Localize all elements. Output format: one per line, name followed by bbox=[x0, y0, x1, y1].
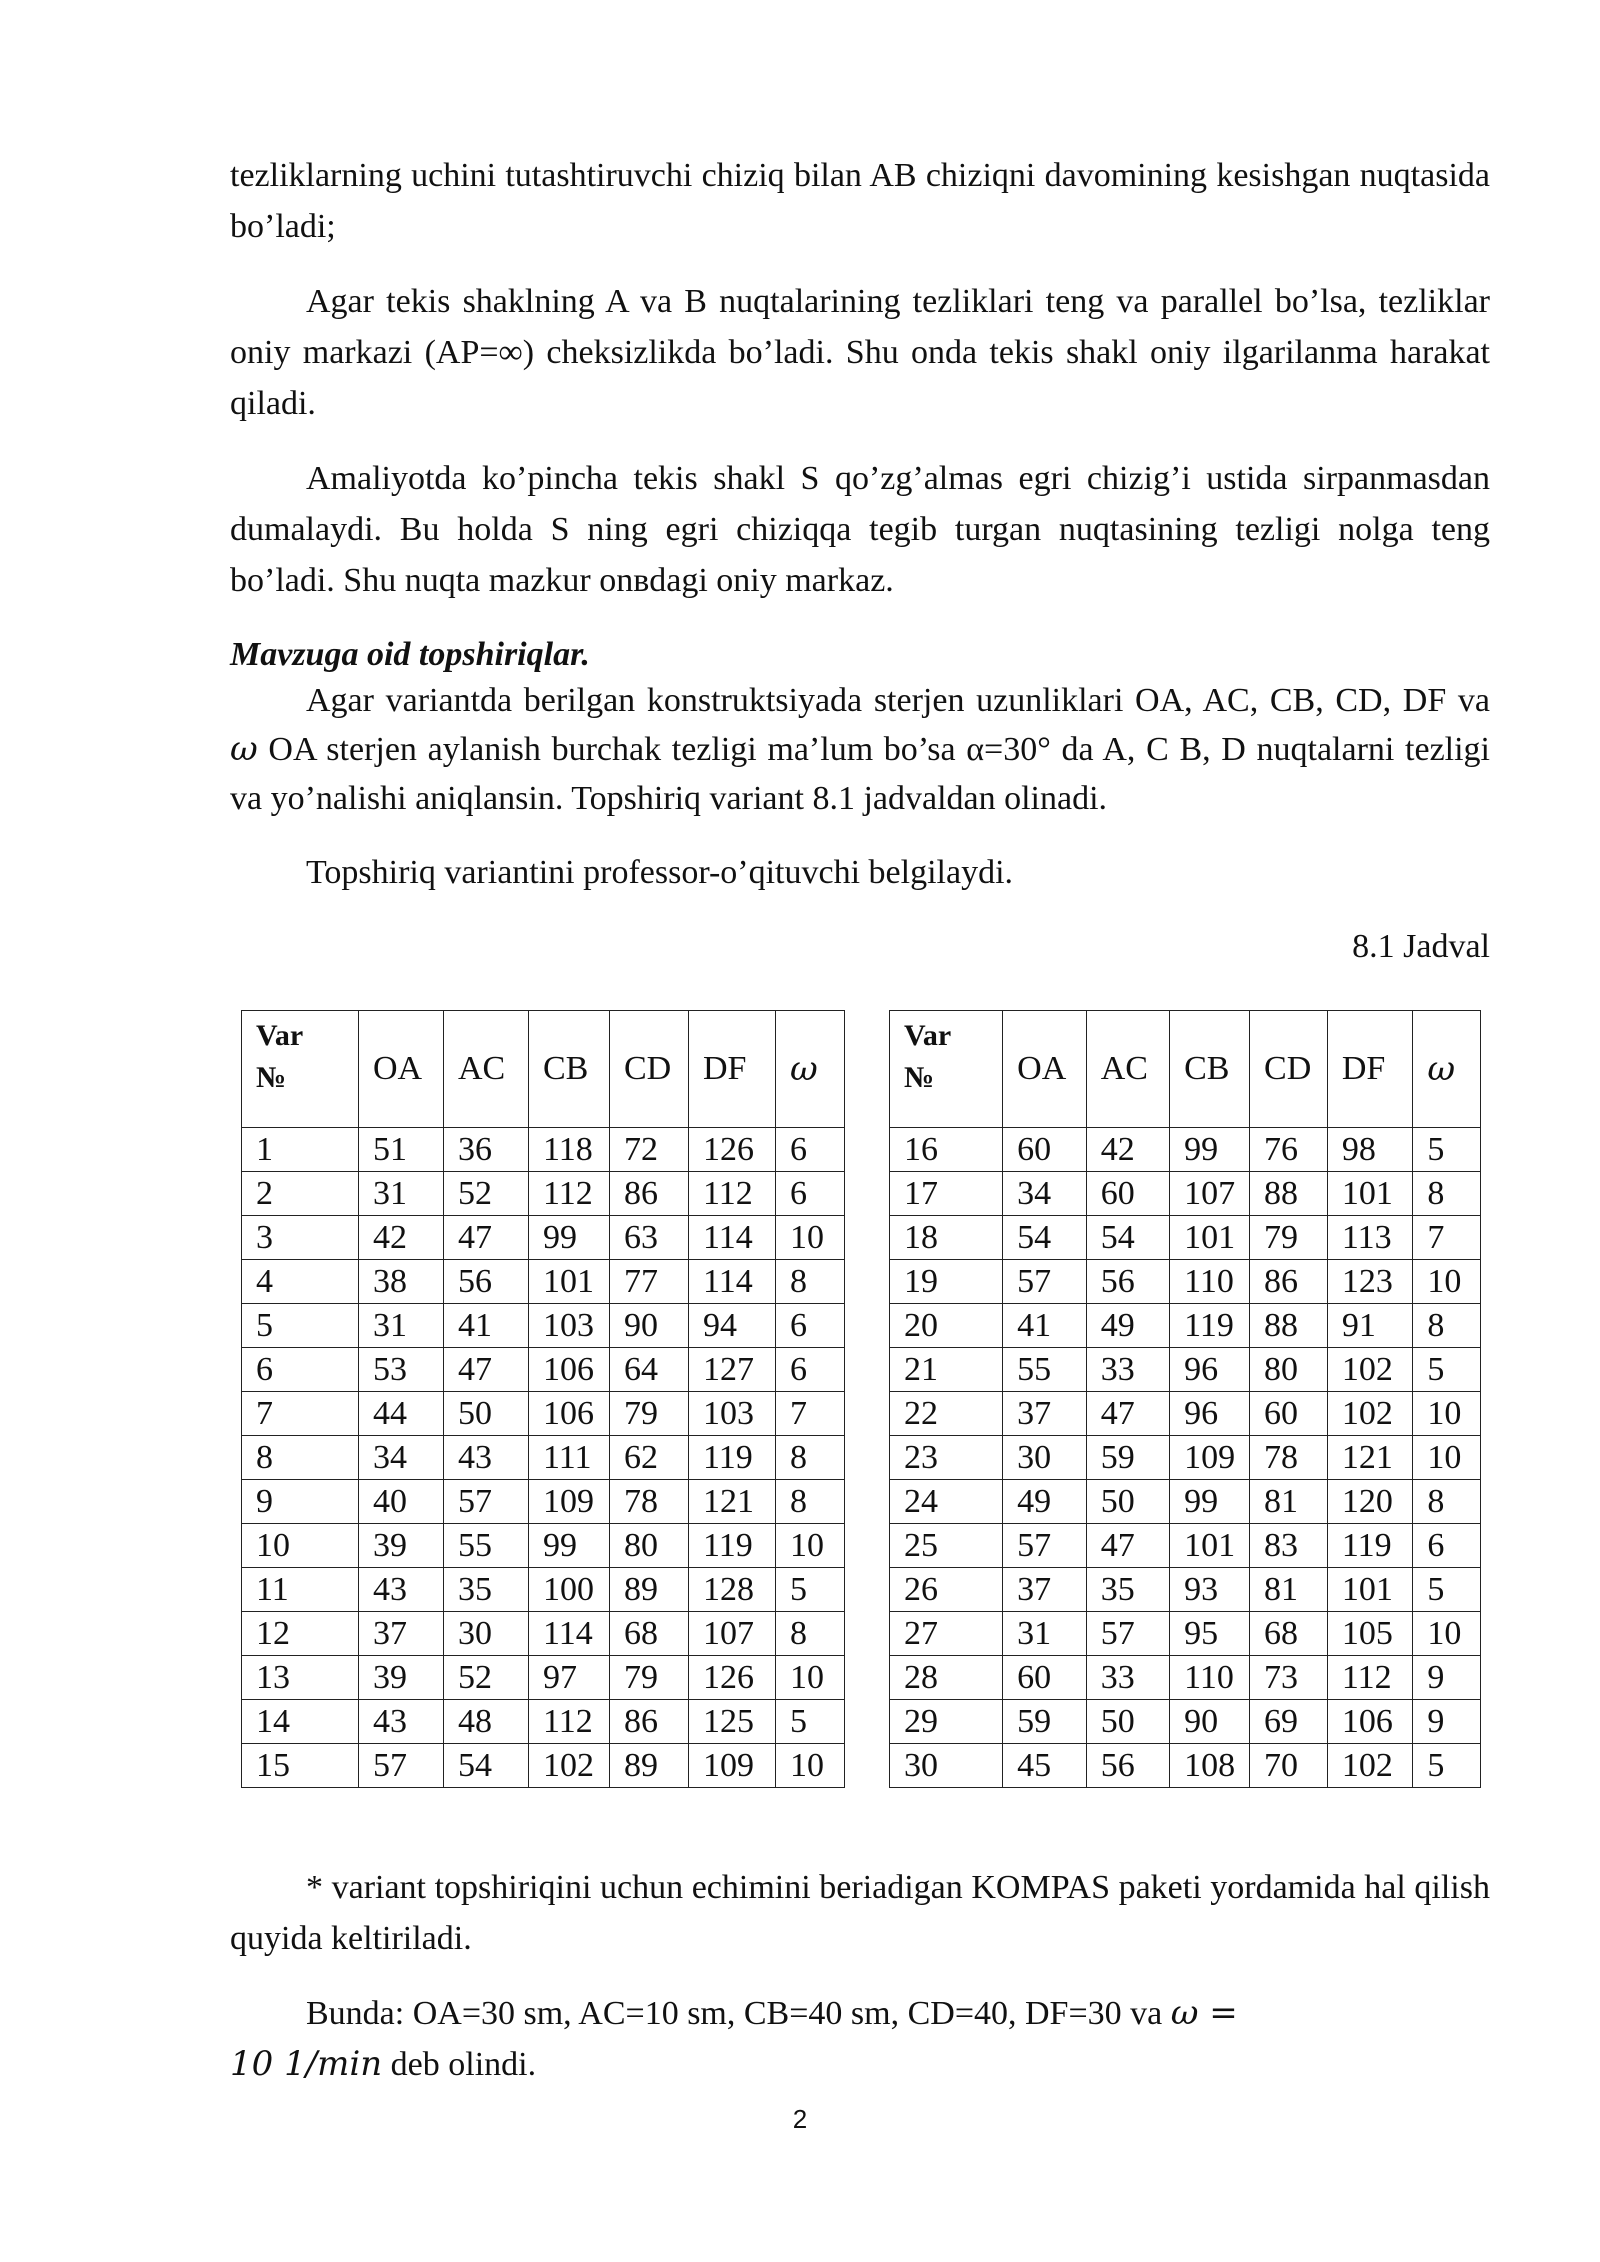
table-cell: 37 bbox=[1003, 1392, 1087, 1436]
table-caption: 8.1 Jadval bbox=[1352, 928, 1490, 965]
table-cell: 95 bbox=[1170, 1612, 1250, 1656]
table-cell: 103 bbox=[689, 1392, 776, 1436]
table-cell: 112 bbox=[529, 1700, 610, 1744]
table-cell: 72 bbox=[610, 1128, 689, 1172]
table-cell: 69 bbox=[1250, 1700, 1328, 1744]
table-cell: 89 bbox=[610, 1744, 689, 1788]
table-cell: 5 bbox=[1413, 1128, 1481, 1172]
table-cell: 10 bbox=[242, 1524, 359, 1568]
table-cell: 39 bbox=[359, 1524, 444, 1568]
table-cell: 90 bbox=[610, 1304, 689, 1348]
table-cell: 14 bbox=[242, 1700, 359, 1744]
table-cell: 50 bbox=[1086, 1480, 1169, 1524]
table-cell: 110 bbox=[1170, 1656, 1250, 1700]
table-cell: 128 bbox=[689, 1568, 776, 1612]
table-cell: 12 bbox=[242, 1612, 359, 1656]
variant-table-left bbox=[241, 1010, 845, 1788]
header-num-sign: № bbox=[904, 1061, 935, 1094]
table-cell: 126 bbox=[689, 1128, 776, 1172]
table-cell: 38 bbox=[359, 1260, 444, 1304]
table-cell: 56 bbox=[1086, 1260, 1169, 1304]
table-cell: 107 bbox=[689, 1612, 776, 1656]
header-oa: OA bbox=[1003, 1011, 1087, 1128]
table-cell: 112 bbox=[529, 1172, 610, 1216]
table-cell: 37 bbox=[359, 1612, 444, 1656]
table-cell: 111 bbox=[529, 1436, 610, 1480]
table-cell: 97 bbox=[529, 1656, 610, 1700]
table-cell: 48 bbox=[444, 1700, 529, 1744]
table-cell: 110 bbox=[1170, 1260, 1250, 1304]
header-num-sign: № bbox=[256, 1061, 287, 1094]
table-cell: 27 bbox=[890, 1612, 1003, 1656]
table-cell: 28 bbox=[890, 1656, 1003, 1700]
table-cell: 10 bbox=[1413, 1392, 1481, 1436]
table-cell: 119 bbox=[689, 1524, 776, 1568]
table-cell: 42 bbox=[1086, 1128, 1169, 1172]
table-row bbox=[890, 1436, 1481, 1480]
table-body-left bbox=[242, 1128, 845, 1788]
table-cell: 9 bbox=[242, 1480, 359, 1524]
table-row bbox=[890, 1216, 1481, 1260]
table-cell: 81 bbox=[1250, 1568, 1328, 1612]
table-cell: 101 bbox=[1327, 1172, 1413, 1216]
table-cell: 41 bbox=[1003, 1304, 1087, 1348]
table-cell: 30 bbox=[444, 1612, 529, 1656]
table-cell: 98 bbox=[1327, 1128, 1413, 1172]
table-row bbox=[242, 1172, 845, 1216]
header-var-label: Var bbox=[256, 1019, 304, 1052]
table-cell: 6 bbox=[776, 1172, 845, 1216]
table-cell: 90 bbox=[1170, 1700, 1250, 1744]
table-cell: 107 bbox=[1170, 1172, 1250, 1216]
table-cell: 5 bbox=[776, 1568, 845, 1612]
table-cell: 7 bbox=[1413, 1216, 1481, 1260]
header-cd: CD bbox=[610, 1011, 689, 1128]
table-cell: 31 bbox=[359, 1172, 444, 1216]
table-cell: 47 bbox=[1086, 1524, 1169, 1568]
table-cell: 20 bbox=[890, 1304, 1003, 1348]
table-cell: 127 bbox=[689, 1348, 776, 1392]
table-cell: 34 bbox=[359, 1436, 444, 1480]
table-cell: 99 bbox=[1170, 1480, 1250, 1524]
paragraph-4-text-a: Agar variantda berilgan konstruktsiyada sterjen uzunliklari OA, AC, CB, CD, DF va bbox=[306, 682, 1490, 719]
table-cell: 16 bbox=[890, 1128, 1003, 1172]
table-cell: 54 bbox=[1086, 1216, 1169, 1260]
table-cell: 10 bbox=[1413, 1260, 1481, 1304]
table-cell: 13 bbox=[242, 1656, 359, 1700]
table-row bbox=[890, 1480, 1481, 1524]
table-cell: 123 bbox=[1327, 1260, 1413, 1304]
table-cell: 109 bbox=[529, 1480, 610, 1524]
table-cell: 35 bbox=[444, 1568, 529, 1612]
table-row bbox=[242, 1480, 845, 1524]
table-cell: 77 bbox=[610, 1260, 689, 1304]
table-row bbox=[242, 1436, 845, 1480]
table-cell: 81 bbox=[1250, 1480, 1328, 1524]
table-cell: 103 bbox=[529, 1304, 610, 1348]
table-cell: 5 bbox=[1413, 1568, 1481, 1612]
table-cell: 47 bbox=[1086, 1392, 1169, 1436]
table-cell: 57 bbox=[1086, 1612, 1169, 1656]
table-cell: 6 bbox=[776, 1348, 845, 1392]
table-cell: 33 bbox=[1086, 1348, 1169, 1392]
header-oa: OA bbox=[359, 1011, 444, 1128]
note-paragraph: * variant topshiriqini uchun echimini beriadigan KOMPAS paketi yordamida hal qilish quyida keltiriladi. bbox=[230, 1869, 1490, 1957]
table-cell: 18 bbox=[890, 1216, 1003, 1260]
table-cell: 108 bbox=[1170, 1744, 1250, 1788]
table-cell: 57 bbox=[1003, 1260, 1087, 1304]
table-cell: 80 bbox=[1250, 1348, 1328, 1392]
table-cell: 114 bbox=[689, 1260, 776, 1304]
table-cell: 100 bbox=[529, 1568, 610, 1612]
table-cell: 114 bbox=[689, 1216, 776, 1260]
header-omega: ω bbox=[1413, 1011, 1481, 1128]
table-row bbox=[890, 1744, 1481, 1788]
table-cell: 89 bbox=[610, 1568, 689, 1612]
table-cell: 47 bbox=[444, 1216, 529, 1260]
table-cell: 106 bbox=[529, 1392, 610, 1436]
table-cell: 64 bbox=[610, 1348, 689, 1392]
table-cell: 51 bbox=[359, 1128, 444, 1172]
table-cell: 31 bbox=[359, 1304, 444, 1348]
table-cell: 78 bbox=[1250, 1436, 1328, 1480]
table-cell: 10 bbox=[776, 1216, 845, 1260]
header-var bbox=[242, 1011, 359, 1128]
table-cell: 114 bbox=[529, 1612, 610, 1656]
table-cell: 76 bbox=[1250, 1128, 1328, 1172]
table-cell: 17 bbox=[890, 1172, 1003, 1216]
table-cell: 96 bbox=[1170, 1392, 1250, 1436]
table-cell: 53 bbox=[359, 1348, 444, 1392]
table-cell: 6 bbox=[776, 1304, 845, 1348]
header-var-label: Var bbox=[904, 1019, 952, 1052]
paragraph-5: Topshiriq variantini professor-o’qituvchi belgilaydi. bbox=[306, 854, 1014, 891]
variant-tables bbox=[241, 1010, 1481, 1800]
table-cell: 99 bbox=[529, 1216, 610, 1260]
table-cell: 54 bbox=[444, 1744, 529, 1788]
table-cell: 125 bbox=[689, 1700, 776, 1744]
table-cell: 54 bbox=[1003, 1216, 1087, 1260]
table-cell: 19 bbox=[890, 1260, 1003, 1304]
table-row bbox=[242, 1392, 845, 1436]
table-row bbox=[242, 1260, 845, 1304]
table-cell: 44 bbox=[359, 1392, 444, 1436]
table-cell: 80 bbox=[610, 1524, 689, 1568]
table-row bbox=[242, 1524, 845, 1568]
table-row bbox=[890, 1260, 1481, 1304]
table-cell: 68 bbox=[610, 1612, 689, 1656]
table-cell: 109 bbox=[689, 1744, 776, 1788]
table-row bbox=[890, 1392, 1481, 1436]
table-cell: 60 bbox=[1003, 1656, 1087, 1700]
omega-symbol: ω bbox=[230, 729, 258, 769]
header-omega: ω bbox=[776, 1011, 845, 1128]
table-cell: 33 bbox=[1086, 1656, 1169, 1700]
table-header-row bbox=[242, 1011, 845, 1128]
table-cell: 60 bbox=[1086, 1172, 1169, 1216]
table-cell: 102 bbox=[529, 1744, 610, 1788]
table-cell: 10 bbox=[776, 1744, 845, 1788]
table-cell: 101 bbox=[529, 1260, 610, 1304]
paragraph-2: Agar tekis shaklning A va B nuqtalarining tezliklari teng va parallel bo’lsa, tezliklar oniy markazi (AP=∞) cheksizlikda bo’ladi. Shu onda tekis shakl oniy ilgarilanma harakat qiladi. bbox=[230, 283, 1490, 422]
table-cell: 99 bbox=[529, 1524, 610, 1568]
bunda-omega-value: 10 1/min bbox=[230, 2044, 383, 2084]
table-cell: 118 bbox=[529, 1128, 610, 1172]
table-cell: 10 bbox=[776, 1656, 845, 1700]
table-cell: 7 bbox=[242, 1392, 359, 1436]
table-cell: 101 bbox=[1170, 1524, 1250, 1568]
table-cell: 99 bbox=[1170, 1128, 1250, 1172]
table-row bbox=[242, 1304, 845, 1348]
table-cell: 34 bbox=[1003, 1172, 1087, 1216]
table-cell: 55 bbox=[1003, 1348, 1087, 1392]
table-cell: 52 bbox=[444, 1656, 529, 1700]
table-cell: 29 bbox=[890, 1700, 1003, 1744]
table-cell: 43 bbox=[359, 1568, 444, 1612]
table-cell: 43 bbox=[444, 1436, 529, 1480]
table-cell: 88 bbox=[1250, 1304, 1328, 1348]
table-cell: 112 bbox=[689, 1172, 776, 1216]
table-row bbox=[242, 1128, 845, 1172]
table-cell: 119 bbox=[1327, 1524, 1413, 1568]
section-heading: Mavzuga oid topshiriqlar. bbox=[230, 636, 590, 673]
table-cell: 102 bbox=[1327, 1744, 1413, 1788]
table-row bbox=[242, 1700, 845, 1744]
table-row bbox=[890, 1524, 1481, 1568]
table-row bbox=[890, 1612, 1481, 1656]
variant-table-right bbox=[889, 1010, 1481, 1788]
table-cell: 79 bbox=[610, 1656, 689, 1700]
table-cell: 15 bbox=[242, 1744, 359, 1788]
header-ac: AC bbox=[444, 1011, 529, 1128]
table-row bbox=[890, 1568, 1481, 1612]
table-row bbox=[242, 1612, 845, 1656]
table-cell: 11 bbox=[242, 1568, 359, 1612]
table-row bbox=[242, 1744, 845, 1788]
bunda-text-a: Bunda: OA=30 sm, AC=10 sm, CB=40 sm, CD=40, DF=30 va bbox=[306, 1995, 1171, 2032]
table-cell: 30 bbox=[1003, 1436, 1087, 1480]
table-cell: 62 bbox=[610, 1436, 689, 1480]
table-cell: 6 bbox=[242, 1348, 359, 1392]
table-cell: 7 bbox=[776, 1392, 845, 1436]
header-df: DF bbox=[1327, 1011, 1413, 1128]
table-cell: 56 bbox=[444, 1260, 529, 1304]
table-cell: 8 bbox=[776, 1480, 845, 1524]
table-cell: 120 bbox=[1327, 1480, 1413, 1524]
table-cell: 49 bbox=[1086, 1304, 1169, 1348]
table-cell: 8 bbox=[1413, 1480, 1481, 1524]
table-cell: 21 bbox=[890, 1348, 1003, 1392]
table-cell: 121 bbox=[689, 1480, 776, 1524]
table-cell: 102 bbox=[1327, 1348, 1413, 1392]
table-cell: 47 bbox=[444, 1348, 529, 1392]
table-cell: 10 bbox=[1413, 1436, 1481, 1480]
table-cell: 109 bbox=[1170, 1436, 1250, 1480]
table-cell: 4 bbox=[242, 1260, 359, 1304]
header-cb: CB bbox=[529, 1011, 610, 1128]
table-cell: 6 bbox=[1413, 1524, 1481, 1568]
table-row bbox=[242, 1568, 845, 1612]
table-cell: 37 bbox=[1003, 1568, 1087, 1612]
table-cell: 73 bbox=[1250, 1656, 1328, 1700]
header-var bbox=[890, 1011, 1003, 1128]
bunda-text-b: deb olindi. bbox=[382, 2046, 537, 2083]
table-cell: 91 bbox=[1327, 1304, 1413, 1348]
table-cell: 79 bbox=[610, 1392, 689, 1436]
table-cell: 2 bbox=[242, 1172, 359, 1216]
table-cell: 8 bbox=[776, 1436, 845, 1480]
table-cell: 78 bbox=[610, 1480, 689, 1524]
table-cell: 83 bbox=[1250, 1524, 1328, 1568]
table-cell: 40 bbox=[359, 1480, 444, 1524]
table-cell: 9 bbox=[1413, 1656, 1481, 1700]
table-cell: 9 bbox=[1413, 1700, 1481, 1744]
table-cell: 119 bbox=[689, 1436, 776, 1480]
page-content bbox=[230, 150, 1490, 972]
table-row bbox=[890, 1348, 1481, 1392]
table-row bbox=[890, 1700, 1481, 1744]
page-number: 2 bbox=[792, 2104, 808, 2134]
table-cell: 60 bbox=[1003, 1128, 1087, 1172]
table-row bbox=[890, 1128, 1481, 1172]
table-cell: 42 bbox=[359, 1216, 444, 1260]
table-cell: 126 bbox=[689, 1656, 776, 1700]
table-cell: 88 bbox=[1250, 1172, 1328, 1216]
table-cell: 50 bbox=[1086, 1700, 1169, 1744]
table-cell: 105 bbox=[1327, 1612, 1413, 1656]
table-cell: 102 bbox=[1327, 1392, 1413, 1436]
table-row bbox=[890, 1656, 1481, 1700]
table-cell: 5 bbox=[1413, 1744, 1481, 1788]
table-cell: 30 bbox=[890, 1744, 1003, 1788]
table-cell: 22 bbox=[890, 1392, 1003, 1436]
paragraph-3: Amaliyotda ko’pincha tekis shakl S qo’zg’almas egri chizig’i ustida sirpanmasdan dumalaydi. Bu holda S ning egri chiziqqa tegib turgan nuqtasining tezligi nolga teng bo’ladi. Shu nuqta mazkur onвdagi oniy markaz. bbox=[230, 460, 1490, 599]
table-cell: 70 bbox=[1250, 1744, 1328, 1788]
table-cell: 1 bbox=[242, 1128, 359, 1172]
table-cell: 5 bbox=[242, 1304, 359, 1348]
header-ac: AC bbox=[1086, 1011, 1169, 1128]
table-row bbox=[890, 1304, 1481, 1348]
table-cell: 94 bbox=[689, 1304, 776, 1348]
table-cell: 43 bbox=[359, 1700, 444, 1744]
table-cell: 57 bbox=[359, 1744, 444, 1788]
table-cell: 23 bbox=[890, 1436, 1003, 1480]
table-cell: 106 bbox=[1327, 1700, 1413, 1744]
header-cb: CB bbox=[1170, 1011, 1250, 1128]
table-row bbox=[242, 1348, 845, 1392]
bunda-omega-eq: ω = bbox=[1170, 1993, 1238, 2033]
table-cell: 39 bbox=[359, 1656, 444, 1700]
table-cell: 59 bbox=[1003, 1700, 1087, 1744]
table-cell: 52 bbox=[444, 1172, 529, 1216]
table-row bbox=[242, 1216, 845, 1260]
table-cell: 41 bbox=[444, 1304, 529, 1348]
table-cell: 106 bbox=[529, 1348, 610, 1392]
table-cell: 119 bbox=[1170, 1304, 1250, 1348]
table-cell: 8 bbox=[1413, 1304, 1481, 1348]
table-cell: 10 bbox=[776, 1524, 845, 1568]
paragraph-4 bbox=[230, 676, 1490, 823]
table-cell: 57 bbox=[444, 1480, 529, 1524]
table-cell: 113 bbox=[1327, 1216, 1413, 1260]
table-cell: 5 bbox=[776, 1700, 845, 1744]
table-row bbox=[242, 1656, 845, 1700]
table-cell: 5 bbox=[1413, 1348, 1481, 1392]
table-cell: 49 bbox=[1003, 1480, 1087, 1524]
table-cell: 8 bbox=[1413, 1172, 1481, 1216]
table-cell: 68 bbox=[1250, 1612, 1328, 1656]
table-cell: 10 bbox=[1413, 1612, 1481, 1656]
header-cd: CD bbox=[1250, 1011, 1328, 1128]
table-cell: 8 bbox=[242, 1436, 359, 1480]
table-cell: 56 bbox=[1086, 1744, 1169, 1788]
table-body-right bbox=[890, 1128, 1481, 1788]
table-cell: 31 bbox=[1003, 1612, 1087, 1656]
bunda-paragraph bbox=[230, 1988, 1490, 2090]
table-cell: 101 bbox=[1170, 1216, 1250, 1260]
paragraph-4-text-b: OA sterjen aylanish burchak tezligi ma’lum bo’sa α=30° da A, C B, D nuqtalarni tezligi va yo’nalishi aniqlansin. Topshiriq variant 8.1 jadvaldan olinadi. bbox=[230, 731, 1490, 817]
table-cell: 86 bbox=[1250, 1260, 1328, 1304]
table-cell: 26 bbox=[890, 1568, 1003, 1612]
table-cell: 36 bbox=[444, 1128, 529, 1172]
table-cell: 8 bbox=[776, 1260, 845, 1304]
table-cell: 8 bbox=[776, 1612, 845, 1656]
table-cell: 45 bbox=[1003, 1744, 1087, 1788]
table-cell: 93 bbox=[1170, 1568, 1250, 1612]
table-cell: 63 bbox=[610, 1216, 689, 1260]
table-cell: 112 bbox=[1327, 1656, 1413, 1700]
header-df: DF bbox=[689, 1011, 776, 1128]
table-cell: 86 bbox=[610, 1700, 689, 1744]
table-header-row bbox=[890, 1011, 1481, 1128]
table-row bbox=[890, 1172, 1481, 1216]
table-cell: 96 bbox=[1170, 1348, 1250, 1392]
after-table-content bbox=[230, 1862, 1490, 2090]
table-cell: 60 bbox=[1250, 1392, 1328, 1436]
table-cell: 59 bbox=[1086, 1436, 1169, 1480]
table-cell: 50 bbox=[444, 1392, 529, 1436]
table-cell: 55 bbox=[444, 1524, 529, 1568]
table-cell: 79 bbox=[1250, 1216, 1328, 1260]
table-cell: 6 bbox=[776, 1128, 845, 1172]
table-cell: 86 bbox=[610, 1172, 689, 1216]
paragraph-1: tezliklarning uchini tutashtiruvchi chiziq bilan AB chiziqni davomining kesishgan nuqtasida bo’ladi; bbox=[230, 157, 1490, 245]
table-cell: 35 bbox=[1086, 1568, 1169, 1612]
table-cell: 121 bbox=[1327, 1436, 1413, 1480]
table-cell: 24 bbox=[890, 1480, 1003, 1524]
table-cell: 101 bbox=[1327, 1568, 1413, 1612]
table-cell: 3 bbox=[242, 1216, 359, 1260]
table-cell: 57 bbox=[1003, 1524, 1087, 1568]
table-cell: 25 bbox=[890, 1524, 1003, 1568]
